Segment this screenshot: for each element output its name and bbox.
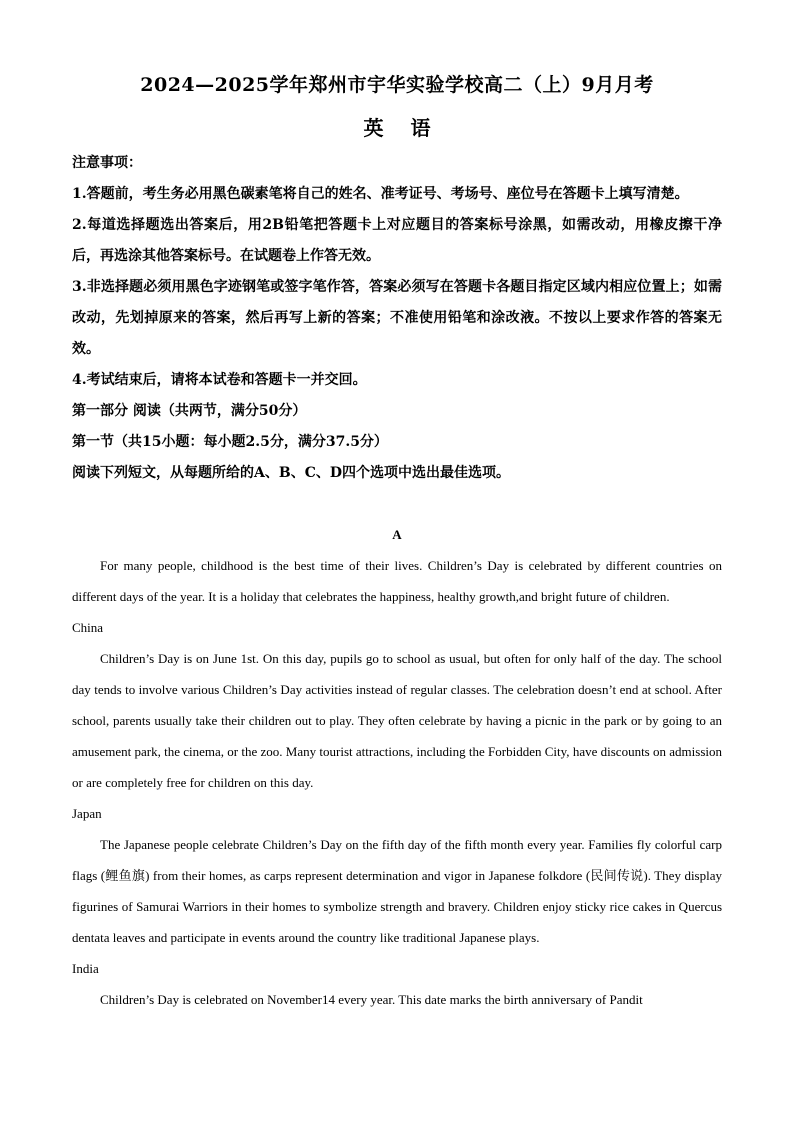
instruction: 阅读下列短文，从每题所给的A、B、C、D四个选项中选出最佳选项。 bbox=[72, 465, 510, 481]
exam-title: 2024—2025学年郑州市宇华实验学校高二（上）9月月考 bbox=[140, 74, 654, 96]
note-item-4: 4.考试结束后，请将本试卷和答题卡一并交回。 bbox=[72, 372, 367, 388]
notes-heading: 注意事项： bbox=[72, 155, 142, 171]
note-item-3: 3.非选择题必须用黑色字迹钢笔或签字笔作答，答案必须写在答题卡各题目指定区域内相应位置上；如需改动，先划掉原来的答案，然后再写上新的答案；不准使用铅笔和涂改液。不按以上要求作答的答案无效。 bbox=[72, 279, 722, 357]
passage-a bbox=[72, 519, 722, 1015]
paragraph-india: Children’s Day is celebrated on November14 every year. This date marks the birth anniversary of Pandit bbox=[100, 992, 643, 1007]
country-india: India bbox=[72, 961, 99, 976]
passage-intro: For many people, childhood is the best time of their lives. Children’s Day is celebrated by different countries on different days of the year. It is a holiday that celebrates the happiness, healthy growth,and bright future of children. bbox=[72, 558, 722, 604]
subject-title: 英 语 bbox=[363, 116, 431, 140]
note-item-2: 2.每道选择题选出答案后，用2B铅笔把答题卡上对应题目的答案标号涂黑，如需改动，用橡皮擦干净后，再选涂其他答案标号。在试题卷上作答无效。 bbox=[72, 217, 722, 264]
paragraph-china: Children’s Day is on June 1st. On this day, pupils go to school as usual, but often for only half of the day. The school day tends to involve various Children’s Day activities instead of regular classes. The celebration doesn’t end at school. After school, parents usually take their children out to play. They often celebrate by having a picnic in the park or by going to an amusement park, the cinema, or the zoo. Many tourist attractions, including the Forbidden City, have discounts on admission or are completely free for children on this day. bbox=[72, 651, 722, 790]
country-japan: Japan bbox=[72, 806, 102, 821]
notes-block bbox=[72, 148, 722, 489]
country-china: China bbox=[72, 620, 104, 635]
passage-label: A bbox=[392, 527, 402, 542]
paragraph-japan: The Japanese people celebrate Children’s Day on the fifth day of the fifth month every year. Families fly colorful carp flags (鲤鱼旗) from their homes, as carps represent determination and vigor in Japanese folkdore (民间传说). They display figurines of Samurai Warriors in their homes to symbolize strength and bravery. Children enjoy sticky rice cakes in Quercus dentata leaves and participate in events around the country like traditional Japanese plays. bbox=[72, 837, 722, 945]
section-heading: 第一节（共15小题：每小题2.5分，满分37.5分） bbox=[72, 434, 388, 450]
note-item-1: 1.答题前，考生务必用黑色碳素笔将自己的姓名、准考证号、考场号、座位号在答题卡上填写清楚。 bbox=[72, 186, 689, 202]
part-heading: 第一部分 阅读（共两节，满分50分） bbox=[72, 403, 307, 419]
